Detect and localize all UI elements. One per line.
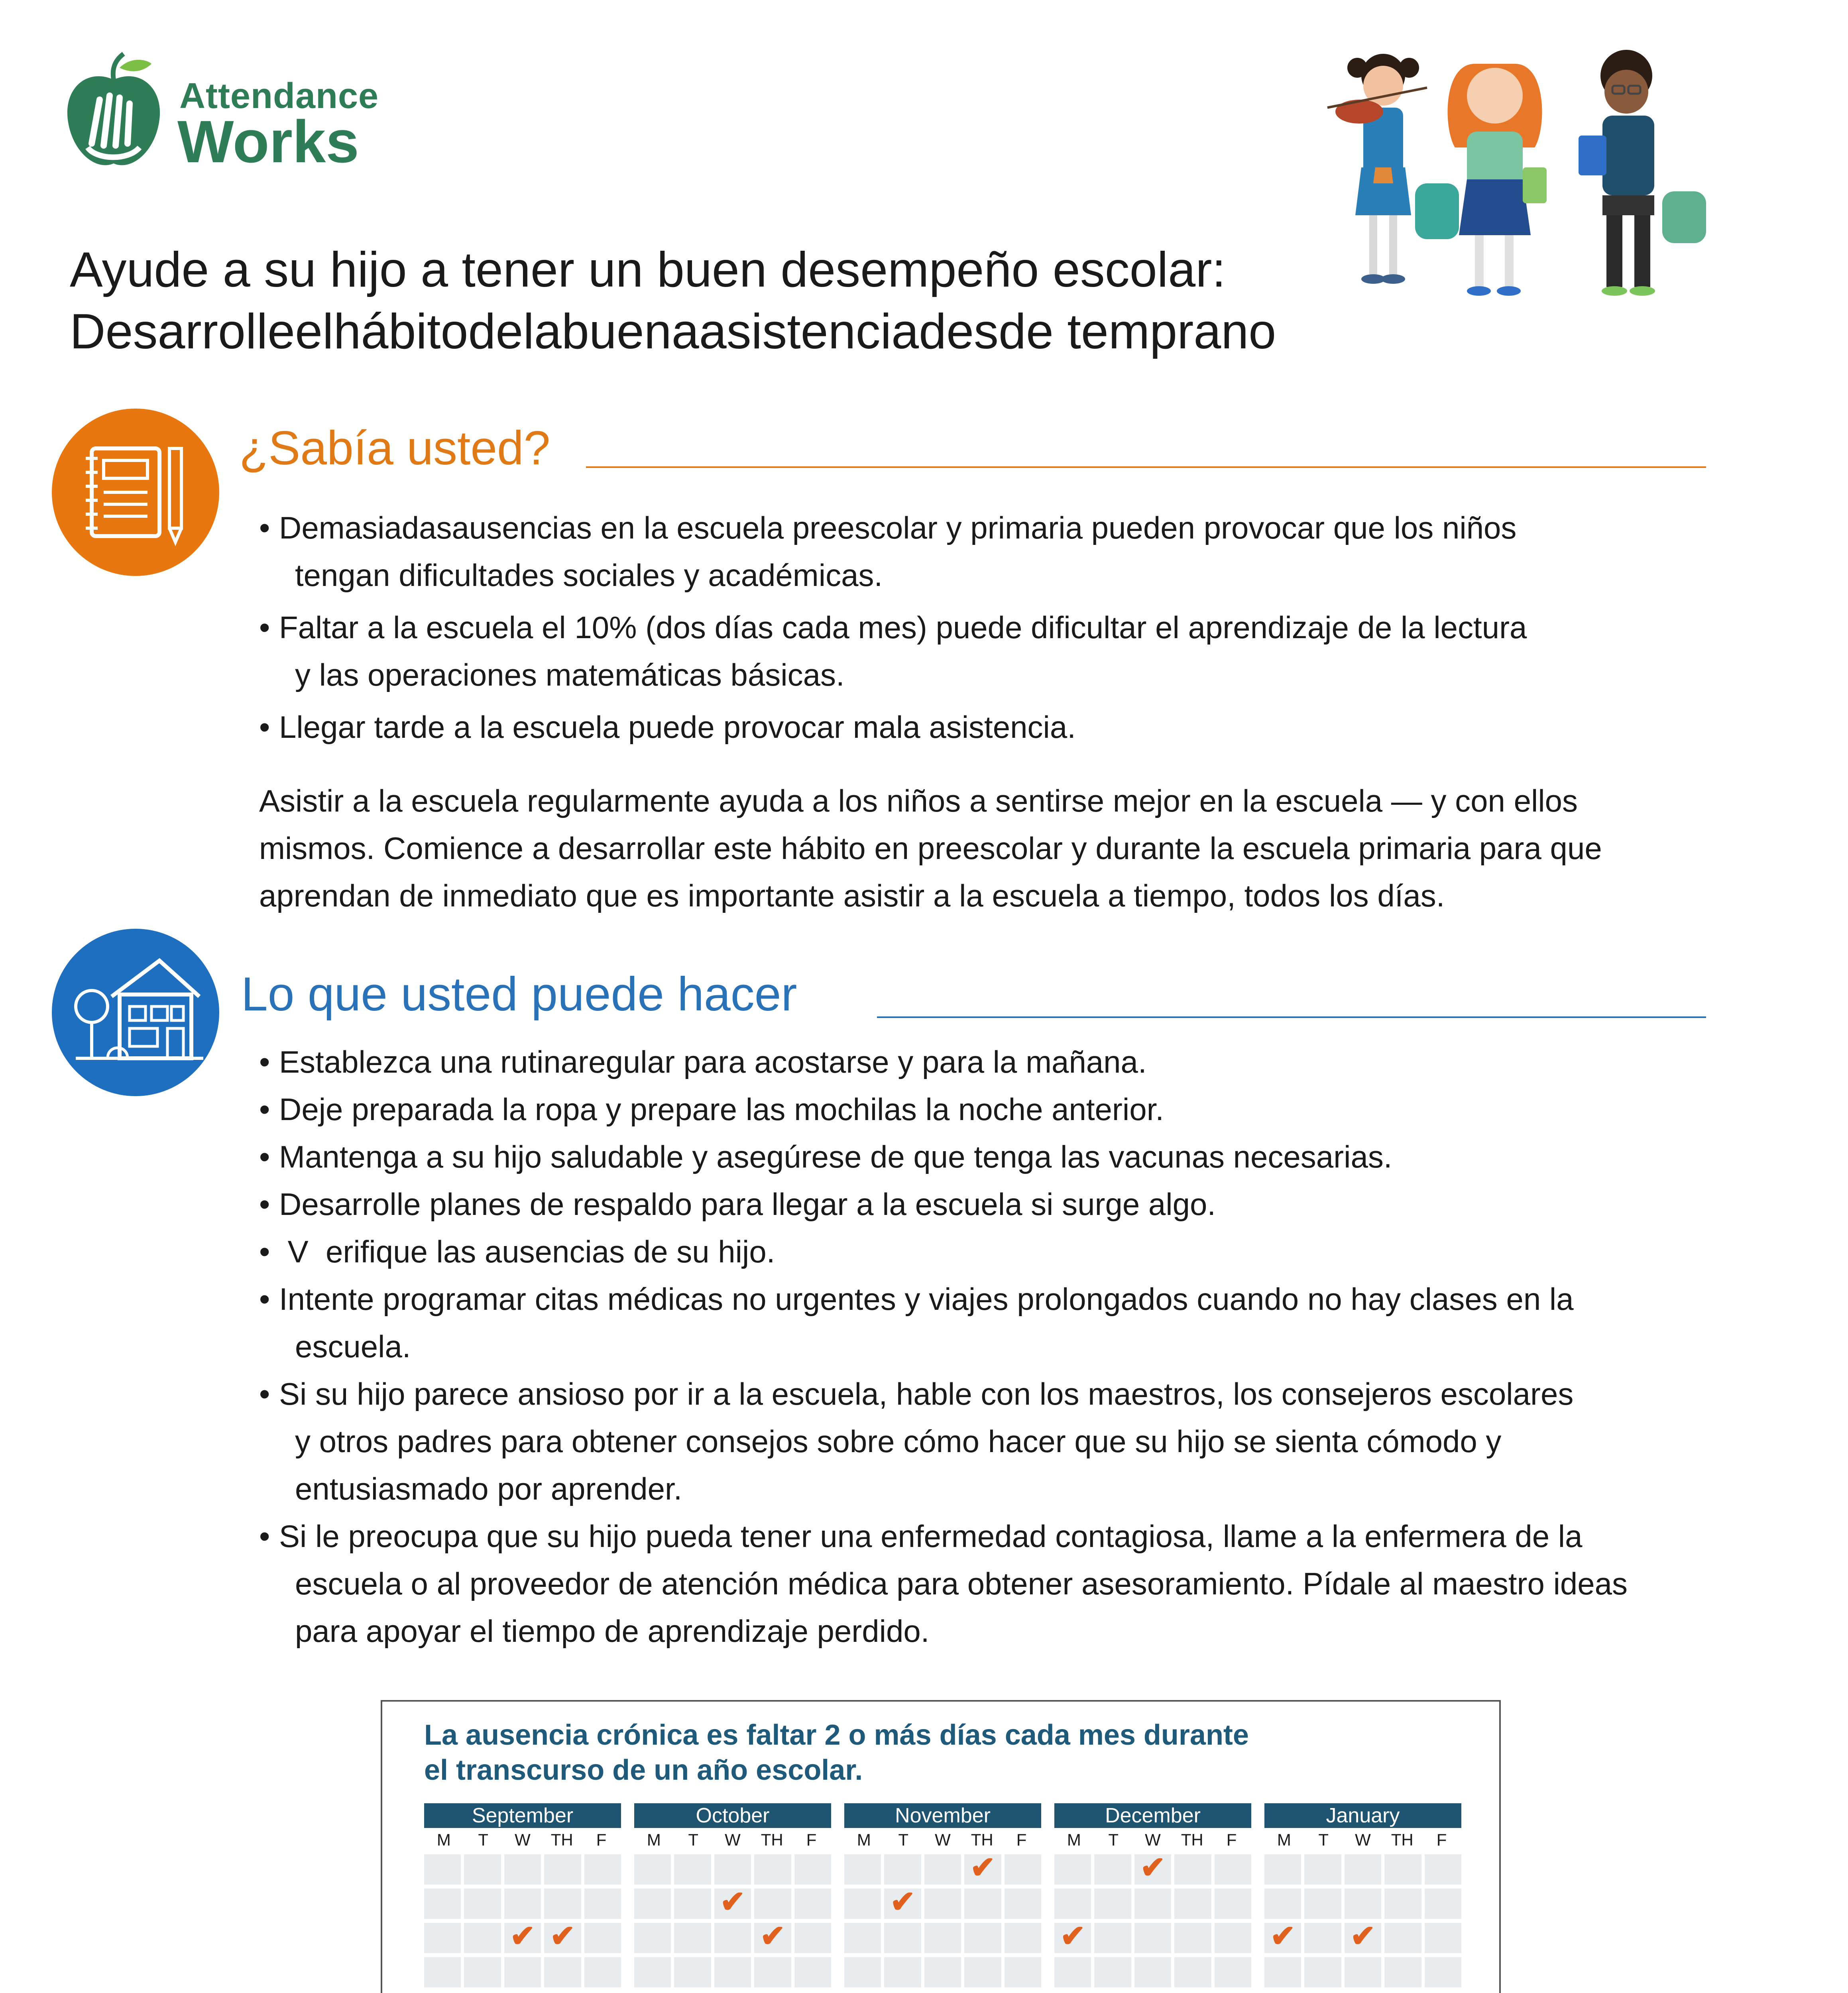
absence-check-icon [544,1923,581,1953]
day-grid [424,1852,621,1987]
day-cell [544,1854,581,1885]
chronic-absence-calendar [381,1700,1501,1993]
section2-heading: Lo que usted puede hacer [241,967,797,1021]
day-cell [1054,1957,1091,1987]
day-cell [464,1889,501,1919]
day-cell [1054,1854,1091,1885]
absence-check-icon [504,1923,541,1953]
attendance-works-logo [64,52,383,179]
day-cell [424,1854,461,1885]
title-line-2: Desarrolleelhábitodelabuenaasistenciadesde temprano [70,304,1276,359]
day-cell [1345,1889,1381,1919]
girl-backpack-figure [1415,64,1547,296]
list-item: • Faltar a la escuela el 10% (dos días cada mes) puede dificultar el aprendizaje de la lectura y las operaciones matemáticas básicas. [259,604,1734,699]
day-cell [754,1854,791,1885]
day-cell [964,1889,1001,1919]
section1-bullet-list [259,504,1734,756]
section1-heading: ¿Sabía usted? [239,421,550,475]
section1-icon-circle [52,409,219,576]
weekday-header [1054,1828,1251,1852]
day-cell [964,1957,1001,1987]
weekday-label: T [688,1830,699,1849]
day-cell [1215,1889,1251,1919]
day-cell [1345,1957,1381,1987]
day-cell [504,1889,541,1919]
weekday-label: W [725,1830,741,1849]
day-cell [1174,1889,1211,1919]
day-cell [464,1957,501,1987]
day-cell [504,1957,541,1987]
month-september [424,1803,621,1987]
absence-check-icon [1054,1923,1091,1953]
day-cell [1005,1957,1041,1987]
day-cell [634,1923,671,1953]
weekday-label: T [478,1830,489,1849]
day-cell [424,1923,461,1953]
day-cell [1215,1923,1251,1953]
day-cell [1425,1889,1461,1919]
day-cell [1425,1854,1461,1885]
day-cell [754,1889,791,1919]
weekday-label: W [935,1830,951,1849]
logo-text-works: Works [177,108,359,175]
day-cell [1134,1957,1171,1987]
weekday-label: T [898,1830,909,1849]
day-cell [1425,1923,1461,1953]
weekday-header [634,1828,831,1852]
month-november [844,1803,1041,1987]
children-illustration [1323,48,1714,327]
day-cell [714,1957,751,1987]
absence-check-icon [754,1923,791,1953]
day-cell [584,1957,621,1987]
day-cell [1174,1854,1211,1885]
day-cell [1134,1889,1171,1919]
day-cell [884,1923,921,1953]
apple-hand-logo-icon [64,52,163,171]
day-cell [924,1889,961,1919]
day-cell [584,1889,621,1919]
absence-check-icon [884,1889,921,1919]
day-cell [504,1854,541,1885]
day-cell [634,1889,671,1919]
day-cell [794,1854,831,1885]
section1-paragraph: Asistir a la escuela regularmente ayuda a los niños a sentirse mejor en la escuela — y con ellos mismos. Comience a desarrollar este hábito en preescolar y durante la escuela primaria para que aprendan de inmediato que es importante asistir a la escuela a tiempo, todos los días. [259,783,1602,913]
day-cell [464,1854,501,1885]
day-cell [1384,1957,1421,1987]
weekday-label: TH [761,1830,783,1849]
section2-rule [877,1016,1706,1018]
day-cell [674,1923,711,1953]
list-item: • Desarrolle planes de respaldo para llegar a la escuela si surge algo. [259,1181,1734,1228]
day-cell [794,1923,831,1953]
logo-text-attendance: Attendance [179,76,379,116]
list-item: • V erifique las ausencias de su hijo. [259,1228,1734,1276]
list-item: • Intente programar citas médicas no urgentes y viajes prolongados cuando no hay clases en la escuela. [259,1276,1734,1370]
day-cell [1094,1923,1131,1953]
weekday-header [424,1828,621,1852]
day-cell [794,1889,831,1919]
day-grid [1054,1852,1251,1987]
weekday-label: W [515,1830,531,1849]
absence-check-icon [1345,1923,1381,1953]
day-cell [1304,1854,1341,1885]
weekday-label: TH [1181,1830,1203,1849]
day-cell [884,1957,921,1987]
day-cell [1054,1889,1091,1919]
section1-rule [586,466,1706,468]
absence-check-icon [964,1854,1001,1885]
day-cell [1094,1854,1131,1885]
day-cell [1094,1957,1131,1987]
list-item: • Demasiadasausencias en la escuela preescolar y primaria pueden provocar que los niños tengan dificultades sociales y académicas. [259,504,1734,599]
list-item: • Si le preocupa que su hijo pueda tener una enfermedad contagiosa, llame a la enfermera de la escuela o al proveedor de atención médica para obtener asesoramiento. Pídale al maestro ideas para apoyar el tiempo de aprendizaje perdido. [259,1513,1734,1655]
absence-check-icon [1134,1854,1171,1885]
day-cell [584,1923,621,1953]
day-cell [844,1957,881,1987]
day-cell [674,1957,711,1987]
day-cell [424,1957,461,1987]
day-cell [924,1854,961,1885]
day-cell [584,1854,621,1885]
day-grid [634,1852,831,1987]
absence-check-icon [714,1889,751,1919]
day-cell [1215,1854,1251,1885]
day-cell [1094,1889,1131,1919]
weekday-label: TH [971,1830,993,1849]
list-item: • Mantenga a su hijo saludable y asegúrese de que tenga las vacunas necesarias. [259,1133,1734,1181]
month-october [634,1803,831,1987]
day-cell [1215,1957,1251,1987]
weekday-label: F [1226,1830,1237,1849]
day-cell [794,1957,831,1987]
day-cell [1304,1923,1341,1953]
notebook-pencil-icon [52,409,219,576]
day-cell [674,1854,711,1885]
month-name: November [844,1803,1041,1828]
day-cell [754,1957,791,1987]
month-name: December [1054,1803,1251,1828]
month-name: January [1264,1803,1461,1828]
boy-glasses-figure [1579,50,1706,296]
day-cell [634,1957,671,1987]
page-title [70,239,1276,363]
day-cell [1345,1854,1381,1885]
weekday-label: TH [1391,1830,1414,1849]
weekday-label: W [1145,1830,1161,1849]
weekday-label: F [806,1830,817,1849]
day-cell [1174,1923,1211,1953]
weekday-label: M [436,1830,451,1849]
month-january [1264,1803,1461,1987]
weekday-label: T [1108,1830,1119,1849]
day-cell [1384,1854,1421,1885]
list-item: • Llegar tarde a la escuela puede provocar mala asistencia. [259,704,1734,751]
day-cell [1005,1889,1041,1919]
day-cell [714,1854,751,1885]
list-item: • Si su hijo parece ansioso por ir a la escuela, hable con los maestros, los consejeros escolares y otros padres para obtener consejos sobre cómo hacer que su hijo se sienta cómodo y entusiasmado por aprender. [259,1370,1734,1513]
weekday-label: M [1067,1830,1081,1849]
day-cell [844,1889,881,1919]
day-cell [1264,1854,1301,1885]
section2-bullet-list [259,1038,1734,1655]
day-cell [1384,1923,1421,1953]
list-item: • Establezca una rutinaregular para acostarse y para la mañana. [259,1038,1734,1086]
day-cell [1304,1889,1341,1919]
day-cell [544,1957,581,1987]
day-cell [924,1957,961,1987]
weekday-label: M [857,1830,871,1849]
day-cell [544,1889,581,1919]
title-line-1: Ayude a su hijo a tener un buen desempeño escolar: [70,242,1226,297]
day-cell [1134,1923,1171,1953]
day-cell [1264,1957,1301,1987]
day-cell [714,1923,751,1953]
weekday-label: TH [550,1830,573,1849]
day-cell [1005,1923,1041,1953]
weekday-label: F [1016,1830,1027,1849]
day-cell [1174,1957,1211,1987]
weekday-label: M [1277,1830,1291,1849]
day-grid [1264,1852,1461,1987]
calendar-title: La ausencia crónica es faltar 2 o más días cada mes durante el transcurso de un año escolar. [424,1719,1249,1786]
day-cell [1264,1889,1301,1919]
day-cell [1304,1957,1341,1987]
month-december [1054,1803,1251,1987]
absence-check-icon [1264,1923,1301,1953]
day-cell [1005,1854,1041,1885]
month-name: October [634,1803,831,1828]
house-tree-icon [52,929,219,1096]
list-item: • Deje preparada la ropa y prepare las mochilas la noche anterior. [259,1086,1734,1133]
day-cell [884,1854,921,1885]
weekday-label: T [1318,1830,1329,1849]
weekday-label: F [1436,1830,1447,1849]
weekday-label: W [1355,1830,1371,1849]
girl-violin-figure [1327,54,1427,284]
day-cell [1384,1889,1421,1919]
weekday-header [844,1828,1041,1852]
day-cell [924,1923,961,1953]
day-cell [464,1923,501,1953]
day-grid [844,1852,1041,1987]
section2-icon-circle [52,929,219,1096]
month-name: September [424,1803,621,1828]
weekday-label: F [596,1830,607,1849]
day-cell [634,1854,671,1885]
weekday-header [1264,1828,1461,1852]
day-cell [844,1923,881,1953]
day-cell [844,1854,881,1885]
day-cell [424,1889,461,1919]
day-cell [674,1889,711,1919]
weekday-label: M [647,1830,661,1849]
day-cell [1425,1957,1461,1987]
day-cell [964,1923,1001,1953]
